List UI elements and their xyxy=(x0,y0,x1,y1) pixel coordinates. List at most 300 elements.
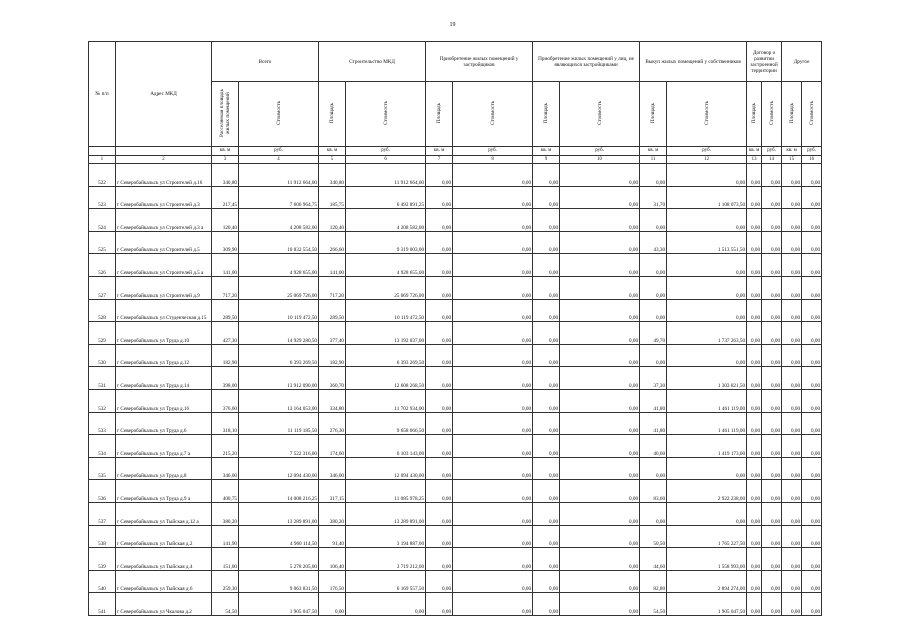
cost-cell: 0,00 xyxy=(802,389,822,412)
row-number: 533 xyxy=(89,412,116,435)
area-cell: 0,00 xyxy=(747,254,762,277)
cost-cell: 3 194 887,00 xyxy=(346,525,426,548)
cost-cell: 0,00 xyxy=(453,435,533,458)
column-number: 10 xyxy=(560,156,640,164)
header-address: Адрес МКД xyxy=(116,42,212,147)
cost-cell: 0,00 xyxy=(762,322,782,345)
cost-cell: 1 461 119,00 xyxy=(667,412,747,435)
cost-cell: 0,00 xyxy=(667,502,747,525)
cost-cell: 11 912 664,00 xyxy=(239,164,319,187)
table-row xyxy=(89,322,822,345)
area-cell: 340,80 xyxy=(319,164,346,187)
row-number: 522 xyxy=(89,164,116,187)
cost-cell: 1 461 119,00 xyxy=(667,389,747,412)
area-cell: 0,00 xyxy=(747,570,762,593)
unit-label: руб. xyxy=(802,147,822,156)
table-row xyxy=(89,502,822,525)
area-cell: 217,45 xyxy=(212,186,239,209)
column-number: 11 xyxy=(640,156,667,164)
area-cell: 0,00 xyxy=(426,593,453,616)
subheader-cost: Стоимость xyxy=(453,82,533,147)
area-cell: 0,00 xyxy=(533,480,560,503)
row-number: 527 xyxy=(89,276,116,299)
subheader-cost: Стоимость xyxy=(762,82,782,147)
area-cell: 0,00 xyxy=(640,209,667,232)
area-cell: 0,00 xyxy=(533,276,560,299)
cost-cell: 0,00 xyxy=(560,209,640,232)
area-cell: 0,00 xyxy=(533,231,560,254)
column-number: 3 xyxy=(212,156,239,164)
cost-cell: 0,00 xyxy=(667,254,747,277)
table-header xyxy=(89,42,822,164)
cost-cell: 10 832 554,50 xyxy=(239,231,319,254)
area-cell: 182,90 xyxy=(212,344,239,367)
cost-cell: 0,00 xyxy=(762,276,782,299)
area-cell: 346,00 xyxy=(319,457,346,480)
cost-cell: 3 719 212,00 xyxy=(346,548,426,571)
area-cell: 31,70 xyxy=(640,186,667,209)
cost-cell: 0,00 xyxy=(667,344,747,367)
subheader-area: Площадь xyxy=(747,82,762,147)
unit-label: кв. м xyxy=(782,147,802,156)
cost-cell: 0,00 xyxy=(346,593,426,616)
row-number: 524 xyxy=(89,209,116,232)
area-cell: 82,80 xyxy=(640,570,667,593)
area-cell: 0,00 xyxy=(782,570,802,593)
area-cell: 0,00 xyxy=(640,344,667,367)
cost-cell: 1 558 993,00 xyxy=(667,548,747,571)
row-address: г Северобайкальск ул Тыйская д.6 xyxy=(116,570,212,593)
area-cell: 0,00 xyxy=(782,344,802,367)
area-cell: 120,40 xyxy=(212,209,239,232)
subheader-cost: Стоимость xyxy=(239,82,319,147)
table-row xyxy=(89,389,822,412)
area-cell: 427,30 xyxy=(212,322,239,345)
area-cell: 0,00 xyxy=(782,367,802,390)
cost-cell: 10 119 472,50 xyxy=(239,299,319,322)
cost-cell: 0,00 xyxy=(802,480,822,503)
cost-cell: 1 513 551,50 xyxy=(667,231,747,254)
area-cell: 0,00 xyxy=(533,209,560,232)
column-number: 1 xyxy=(89,156,116,164)
cost-cell: 0,00 xyxy=(802,457,822,480)
cost-cell: 6 393 269,50 xyxy=(239,344,319,367)
cost-cell: 0,00 xyxy=(560,457,640,480)
cost-cell: 0,00 xyxy=(560,570,640,593)
area-cell: 0,00 xyxy=(747,344,762,367)
cost-cell: 0,00 xyxy=(802,164,822,187)
cost-cell: 0,00 xyxy=(802,231,822,254)
cost-cell: 0,00 xyxy=(762,593,782,616)
cost-cell: 9 658 066,50 xyxy=(346,412,426,435)
subheader-area: Площадь xyxy=(782,82,802,147)
area-cell: 380,20 xyxy=(319,502,346,525)
area-cell: 0,00 xyxy=(782,322,802,345)
cost-cell: 1 765 227,50 xyxy=(667,525,747,548)
column-number: 8 xyxy=(453,156,533,164)
table-body xyxy=(89,164,822,616)
row-address: г Северобайкальск ул Труда д.6 xyxy=(116,412,212,435)
area-cell: 346,00 xyxy=(212,457,239,480)
cost-cell: 13 164 053,00 xyxy=(239,389,319,412)
area-cell: 0,00 xyxy=(782,412,802,435)
row-address: г Северобайкальск ул Труда д.8 xyxy=(116,457,212,480)
area-cell: 44,60 xyxy=(640,548,667,571)
column-number: 5 xyxy=(319,156,346,164)
cost-cell: 0,00 xyxy=(453,254,533,277)
cost-cell: 0,00 xyxy=(560,412,640,435)
row-number: 532 xyxy=(89,389,116,412)
cost-cell: 0,00 xyxy=(762,548,782,571)
cost-cell: 0,00 xyxy=(802,570,822,593)
row-number: 523 xyxy=(89,186,116,209)
table-row xyxy=(89,525,822,548)
cost-cell: 0,00 xyxy=(453,593,533,616)
area-cell: 0,00 xyxy=(782,525,802,548)
cost-cell: 0,00 xyxy=(802,344,822,367)
row-number: 537 xyxy=(89,502,116,525)
area-cell: 0,00 xyxy=(782,299,802,322)
cost-cell: 0,00 xyxy=(453,322,533,345)
area-cell: 340,80 xyxy=(212,164,239,187)
area-cell: 215,20 xyxy=(212,435,239,458)
table-row xyxy=(89,164,822,187)
area-cell: 185,75 xyxy=(319,186,346,209)
cost-cell: 0,00 xyxy=(762,525,782,548)
area-cell: 41,80 xyxy=(640,412,667,435)
subheader-area: Расселяемая площадь жилых помещений xyxy=(212,82,239,147)
cost-cell: 0,00 xyxy=(802,502,822,525)
area-cell: 380,20 xyxy=(212,502,239,525)
area-cell: 0,00 xyxy=(782,593,802,616)
cost-cell: 11 912 664,00 xyxy=(346,164,426,187)
area-cell: 0,00 xyxy=(782,276,802,299)
column-number: 13 xyxy=(747,156,762,164)
unit-label: кв. м xyxy=(640,147,667,156)
area-cell: 0,00 xyxy=(426,231,453,254)
unit-label: руб. xyxy=(239,147,319,156)
table-row xyxy=(89,570,822,593)
subheader-area: Площадь xyxy=(319,82,346,147)
unit-label: кв. м xyxy=(319,147,346,156)
area-cell: 0,00 xyxy=(426,525,453,548)
area-cell: 0,00 xyxy=(782,548,802,571)
row-number: 539 xyxy=(89,548,116,571)
area-cell: 317,15 xyxy=(319,480,346,503)
row-number: 534 xyxy=(89,435,116,458)
area-cell: 0,00 xyxy=(782,164,802,187)
cost-cell: 6 169 557,50 xyxy=(346,570,426,593)
cost-cell: 4 208 582,00 xyxy=(239,209,319,232)
area-cell: 0,00 xyxy=(782,480,802,503)
cost-cell: 13 289 891,00 xyxy=(346,502,426,525)
area-cell: 54,50 xyxy=(640,593,667,616)
cost-cell: 12 094 430,00 xyxy=(239,457,319,480)
cost-cell: 0,00 xyxy=(762,299,782,322)
area-cell: 0,00 xyxy=(747,299,762,322)
area-cell: 0,00 xyxy=(426,367,453,390)
area-cell: 0,00 xyxy=(426,299,453,322)
row-number: 525 xyxy=(89,231,116,254)
area-cell: 0,00 xyxy=(747,186,762,209)
row-address: г Северобайкальск ул Строителей д.3 а xyxy=(116,209,212,232)
cost-cell: 0,00 xyxy=(453,299,533,322)
unit-label: кв. м xyxy=(533,147,560,156)
area-cell: 0,00 xyxy=(782,389,802,412)
area-cell: 318,10 xyxy=(212,412,239,435)
resettlement-table xyxy=(88,41,822,616)
cost-cell: 0,00 xyxy=(802,412,822,435)
table-row xyxy=(89,367,822,390)
row-address: г Северобайкальск ул Строителей д.5 а xyxy=(116,254,212,277)
area-cell: 0,00 xyxy=(782,231,802,254)
cost-cell: 0,00 xyxy=(453,164,533,187)
area-cell: 151,00 xyxy=(212,548,239,571)
row-number: 538 xyxy=(89,525,116,548)
unit-label: кв. м xyxy=(747,147,762,156)
cost-cell: 0,00 xyxy=(667,457,747,480)
column-number: 9 xyxy=(533,156,560,164)
table-row xyxy=(89,254,822,277)
column-number: 15 xyxy=(782,156,802,164)
cost-cell: 0,00 xyxy=(453,276,533,299)
area-cell: 0,00 xyxy=(426,570,453,593)
cost-cell: 10 119 472,50 xyxy=(346,299,426,322)
area-cell: 0,00 xyxy=(426,344,453,367)
area-cell: 0,00 xyxy=(640,457,667,480)
row-address: г Северобайкальск ул Студенческая д.15 xyxy=(116,299,212,322)
cost-cell: 0,00 xyxy=(453,548,533,571)
cost-cell: 11 119 185,50 xyxy=(239,412,319,435)
area-cell: 0,00 xyxy=(782,502,802,525)
area-cell: 49,70 xyxy=(640,322,667,345)
cost-cell: 11 085 978,25 xyxy=(346,480,426,503)
cost-cell: 1 303 821,50 xyxy=(667,367,747,390)
cost-cell: 25 069 726,00 xyxy=(346,276,426,299)
area-cell: 0,00 xyxy=(426,254,453,277)
area-cell: 0,00 xyxy=(533,548,560,571)
cost-cell: 0,00 xyxy=(453,457,533,480)
cost-cell: 14 929 280,50 xyxy=(239,322,319,345)
unit-label: кв. м xyxy=(426,147,453,156)
area-cell: 0,00 xyxy=(533,367,560,390)
area-cell: 141,90 xyxy=(212,525,239,548)
area-cell: 0,00 xyxy=(533,525,560,548)
area-cell: 0,00 xyxy=(533,412,560,435)
cost-cell: 13 192 037,00 xyxy=(346,322,426,345)
area-cell: 176,50 xyxy=(319,570,346,593)
table-row xyxy=(89,412,822,435)
cost-cell: 13 912 090,00 xyxy=(239,367,319,390)
cost-cell: 12 608 268,50 xyxy=(346,367,426,390)
column-number: 4 xyxy=(239,156,319,164)
area-cell: 182,90 xyxy=(319,344,346,367)
area-cell: 717,20 xyxy=(319,276,346,299)
area-cell: 259,30 xyxy=(212,570,239,593)
area-cell: 0,00 xyxy=(426,457,453,480)
cost-cell: 6 103 143,00 xyxy=(346,435,426,458)
cost-cell: 0,00 xyxy=(453,209,533,232)
unit-label: руб. xyxy=(667,147,747,156)
area-cell: 0,00 xyxy=(533,344,560,367)
header-group: Приобретение жилых помещений у лиц, не являющихся застройщиками xyxy=(533,42,640,82)
cost-cell: 0,00 xyxy=(802,276,822,299)
area-cell: 0,00 xyxy=(426,435,453,458)
area-cell: 0,00 xyxy=(533,502,560,525)
cost-cell: 0,00 xyxy=(560,254,640,277)
cost-cell: 0,00 xyxy=(762,480,782,503)
table-row xyxy=(89,209,822,232)
cost-cell: 0,00 xyxy=(802,367,822,390)
cost-cell: 0,00 xyxy=(560,502,640,525)
cost-cell: 0,00 xyxy=(762,344,782,367)
unit-label: кв. м xyxy=(212,147,239,156)
cost-cell: 4 208 582,00 xyxy=(346,209,426,232)
cost-cell: 0,00 xyxy=(802,299,822,322)
table-row xyxy=(89,548,822,571)
column-number: 7 xyxy=(426,156,453,164)
area-cell: 0,00 xyxy=(426,322,453,345)
cost-cell: 0,00 xyxy=(802,209,822,232)
cost-cell: 0,00 xyxy=(560,186,640,209)
cost-cell: 0,00 xyxy=(667,276,747,299)
cost-cell: 0,00 xyxy=(762,231,782,254)
area-cell: 400,75 xyxy=(212,480,239,503)
cost-cell: 0,00 xyxy=(453,344,533,367)
row-number: 526 xyxy=(89,254,116,277)
area-cell: 276,30 xyxy=(319,412,346,435)
cost-cell: 0,00 xyxy=(560,548,640,571)
cost-cell: 0,00 xyxy=(453,186,533,209)
cost-cell: 0,00 xyxy=(667,164,747,187)
cost-cell: 1 737 263,50 xyxy=(667,322,747,345)
cost-cell: 4 928 655,00 xyxy=(239,254,319,277)
cost-cell: 1 905 047,50 xyxy=(239,593,319,616)
header-group: Приобретение жилых помещений у застройщиков xyxy=(426,42,533,82)
cost-cell: 0,00 xyxy=(560,276,640,299)
cost-cell: 0,00 xyxy=(762,254,782,277)
area-cell: 0,00 xyxy=(426,186,453,209)
area-cell: 0,00 xyxy=(747,548,762,571)
cost-cell: 0,00 xyxy=(560,593,640,616)
row-address: г Северобайкальск ул Строителей д.3 xyxy=(116,186,212,209)
area-cell: 334,80 xyxy=(319,389,346,412)
column-number: 14 xyxy=(762,156,782,164)
area-cell: 0,00 xyxy=(747,593,762,616)
area-cell: 376,60 xyxy=(212,389,239,412)
table-row xyxy=(89,299,822,322)
area-cell: 120,40 xyxy=(319,209,346,232)
row-address: г Северобайкальск ул Труда д.9 а xyxy=(116,480,212,503)
cost-cell: 4 960 114,50 xyxy=(239,525,319,548)
cost-cell: 6 393 269,50 xyxy=(346,344,426,367)
table-row xyxy=(89,186,822,209)
subheader-cost: Стоимость xyxy=(667,82,747,147)
cost-cell: 0,00 xyxy=(762,502,782,525)
cost-cell: 0,00 xyxy=(453,367,533,390)
row-number: 531 xyxy=(89,367,116,390)
area-cell: 0,00 xyxy=(782,186,802,209)
cost-cell: 0,00 xyxy=(453,502,533,525)
row-address: г Северобайкальск ул Труда д.16 xyxy=(116,389,212,412)
area-cell: 0,00 xyxy=(533,457,560,480)
cost-cell: 0,00 xyxy=(802,435,822,458)
area-cell: 0,00 xyxy=(782,254,802,277)
cost-cell: 0,00 xyxy=(762,435,782,458)
cost-cell: 0,00 xyxy=(667,299,747,322)
subheader-cost: Стоимость xyxy=(560,82,640,147)
cost-cell: 0,00 xyxy=(560,344,640,367)
area-cell: 0,00 xyxy=(782,209,802,232)
cost-cell: 0,00 xyxy=(560,435,640,458)
cost-cell: 9 319 003,00 xyxy=(346,231,426,254)
area-cell: 0,00 xyxy=(747,231,762,254)
area-cell: 0,00 xyxy=(533,254,560,277)
area-cell: 0,00 xyxy=(747,322,762,345)
column-number: 2 xyxy=(116,156,212,164)
cost-cell: 0,00 xyxy=(667,209,747,232)
cost-cell: 6 492 891,25 xyxy=(346,186,426,209)
area-cell: 0,00 xyxy=(533,389,560,412)
area-cell: 91,40 xyxy=(319,525,346,548)
column-number: 12 xyxy=(667,156,747,164)
header-number: № п/п xyxy=(89,42,116,147)
area-cell: 0,00 xyxy=(782,457,802,480)
row-number: 540 xyxy=(89,570,116,593)
table-row xyxy=(89,276,822,299)
header-group: Всего xyxy=(212,42,319,82)
row-address: г Северобайкальск ул Тыйская д.4 xyxy=(116,548,212,571)
cost-cell: 0,00 xyxy=(762,209,782,232)
cost-cell: 0,00 xyxy=(802,322,822,345)
table-row xyxy=(89,435,822,458)
unit-label: руб. xyxy=(762,147,782,156)
cost-cell: 0,00 xyxy=(802,548,822,571)
cost-cell: 0,00 xyxy=(560,164,640,187)
column-number: 6 xyxy=(346,156,426,164)
cost-cell: 0,00 xyxy=(560,322,640,345)
area-cell: 0,00 xyxy=(426,502,453,525)
row-number: 536 xyxy=(89,480,116,503)
area-cell: 141,00 xyxy=(319,254,346,277)
cost-cell: 2 894 274,00 xyxy=(667,570,747,593)
cost-cell: 11 702 934,00 xyxy=(346,389,426,412)
row-address: г Северобайкальск ул Чкалова д.2 xyxy=(116,593,212,616)
area-cell: 0,00 xyxy=(533,322,560,345)
area-cell: 0,00 xyxy=(747,276,762,299)
row-address: г Северобайкальск ул Труда д.12 xyxy=(116,344,212,367)
header-group: Строительство МКД xyxy=(319,42,426,82)
cost-cell: 0,00 xyxy=(560,525,640,548)
area-cell: 309,90 xyxy=(212,231,239,254)
area-cell: 0,00 xyxy=(533,593,560,616)
row-address: г Северобайкальск ул Тыйская д.2 xyxy=(116,525,212,548)
area-cell: 0,00 xyxy=(533,164,560,187)
area-cell: 0,00 xyxy=(640,502,667,525)
row-number: 541 xyxy=(89,593,116,616)
area-cell: 289,50 xyxy=(212,299,239,322)
cost-cell: 1 108 073,50 xyxy=(667,186,747,209)
cost-cell: 0,00 xyxy=(560,389,640,412)
cost-cell: 0,00 xyxy=(802,186,822,209)
area-cell: 0,00 xyxy=(533,299,560,322)
cost-cell: 0,00 xyxy=(802,593,822,616)
area-cell: 0,00 xyxy=(747,209,762,232)
area-cell: 289,50 xyxy=(319,299,346,322)
unit-label: руб. xyxy=(560,147,640,156)
subheader-cost: Стоимость xyxy=(802,82,822,147)
unit-label: руб. xyxy=(453,147,533,156)
